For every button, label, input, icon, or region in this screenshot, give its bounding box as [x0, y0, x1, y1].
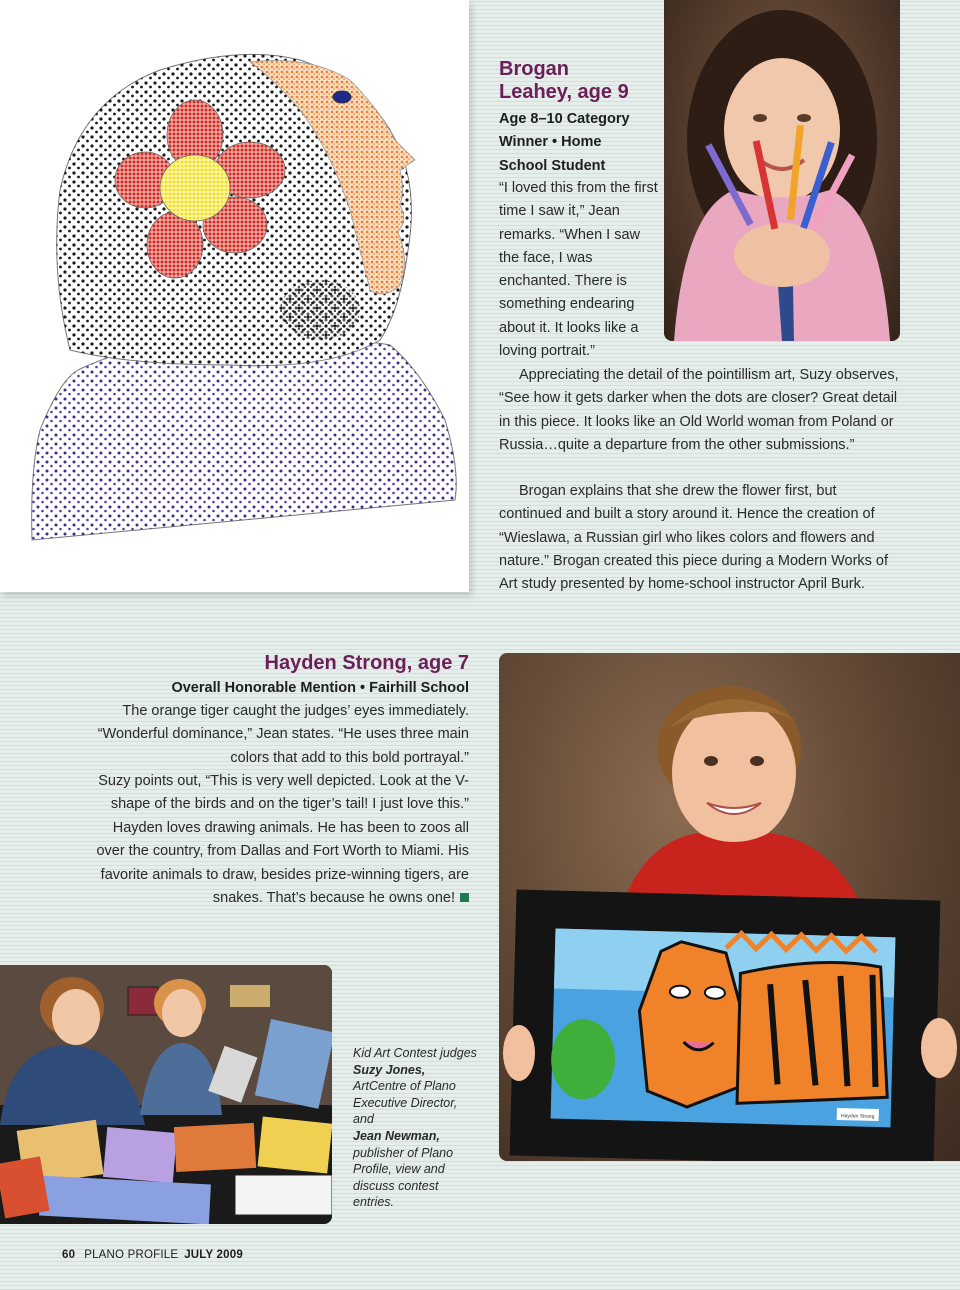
- hayden-category: Overall Honorable Mention • Fairhill School: [171, 680, 469, 696]
- brogan-quote-paragraph: “I loved this from the first time I saw it,” Jean remarks. “When I saw the face, I was enchanted. There is something endearing about it. It looks like a loving portrait.”: [499, 180, 658, 360]
- hayden-paragraph-3: [84, 817, 469, 910]
- hayden-paragraph-3-text: Hayden loves drawing animals. He has been to zoos all over the country, from Dallas and Fort Worth to Miami. His favorite animals to draw, besides prize-winning tigers, are snakes. That’s because he owns one!: [96, 820, 469, 906]
- tiger-artwork: [550, 929, 896, 1128]
- publication-name: PLANO PROFILE: [84, 1249, 179, 1261]
- brogan-category-line1: Age 8–10 Category: [499, 111, 630, 127]
- end-of-article-mark: [460, 893, 469, 902]
- hayden-portrait-photo: [499, 653, 960, 1161]
- hayden-heading: Hayden Strong, age 7: [264, 652, 469, 674]
- hayden-paragraph-1: The orange tiger caught the judges’ eyes immediately. “Wonderful dominance,” Jean states. “He uses three main colors that add to this bold portrayal.”: [97, 703, 469, 766]
- pointillism-artwork-drawing: [0, 0, 469, 592]
- brogan-category: [499, 108, 659, 178]
- brogan-portrait-photo: [664, 0, 900, 341]
- caption-line-a: Kid Art Contest judges: [353, 1046, 477, 1060]
- pointillism-artwork: [0, 0, 469, 592]
- issue-date: JULY 2009: [184, 1249, 243, 1261]
- brogan-heading: [499, 58, 659, 104]
- caption-judge-name-2: Jean Newman,: [353, 1128, 440, 1143]
- brogan-category-line3: School Student: [499, 157, 606, 174]
- artwork-name-tag: Hayden Strong: [840, 1113, 875, 1120]
- page-footer: [62, 1248, 462, 1262]
- judges-photo-caption: [353, 1045, 478, 1211]
- brogan-paragraph-2: Appreciating the detail of the pointillism art, Suzy observes, “See how it gets darker when the dots are closer? Great detail in this piece. It looks like an Old World woman from Poland or Russia…quite a departure from the other submissions.”: [499, 367, 899, 453]
- brogan-paragraph-3: Brogan explains that she drew the flower first, but continued and built a story around it. Hence the creation of “Wieslawa, a Russian girl who likes colors and flowers and nature.” Brogan created this piece during a Modern Works of Art study presented by home-school instructor April Burk.: [499, 483, 889, 593]
- page-number: 60: [62, 1249, 76, 1261]
- brogan-heading-line1: Brogan: [499, 58, 569, 80]
- caption-judge-name-1: Suzy Jones,: [353, 1062, 426, 1077]
- brogan-heading-line2: Leahey, age 9: [499, 81, 629, 103]
- judges-photo: [0, 965, 332, 1224]
- brogan-category-line2: Winner • Home: [499, 134, 602, 151]
- caption-line-b: ArtCentre of Plano Executive Director, and: [353, 1079, 458, 1127]
- hayden-paragraph-2: Suzy points out, “This is very well depicted. Look at the V-shape of the birds and on the tiger’s tail! I just love this.”: [98, 773, 469, 813]
- caption-line-c: publisher of Plano Profile, view and discuss contest entries.: [353, 1145, 454, 1210]
